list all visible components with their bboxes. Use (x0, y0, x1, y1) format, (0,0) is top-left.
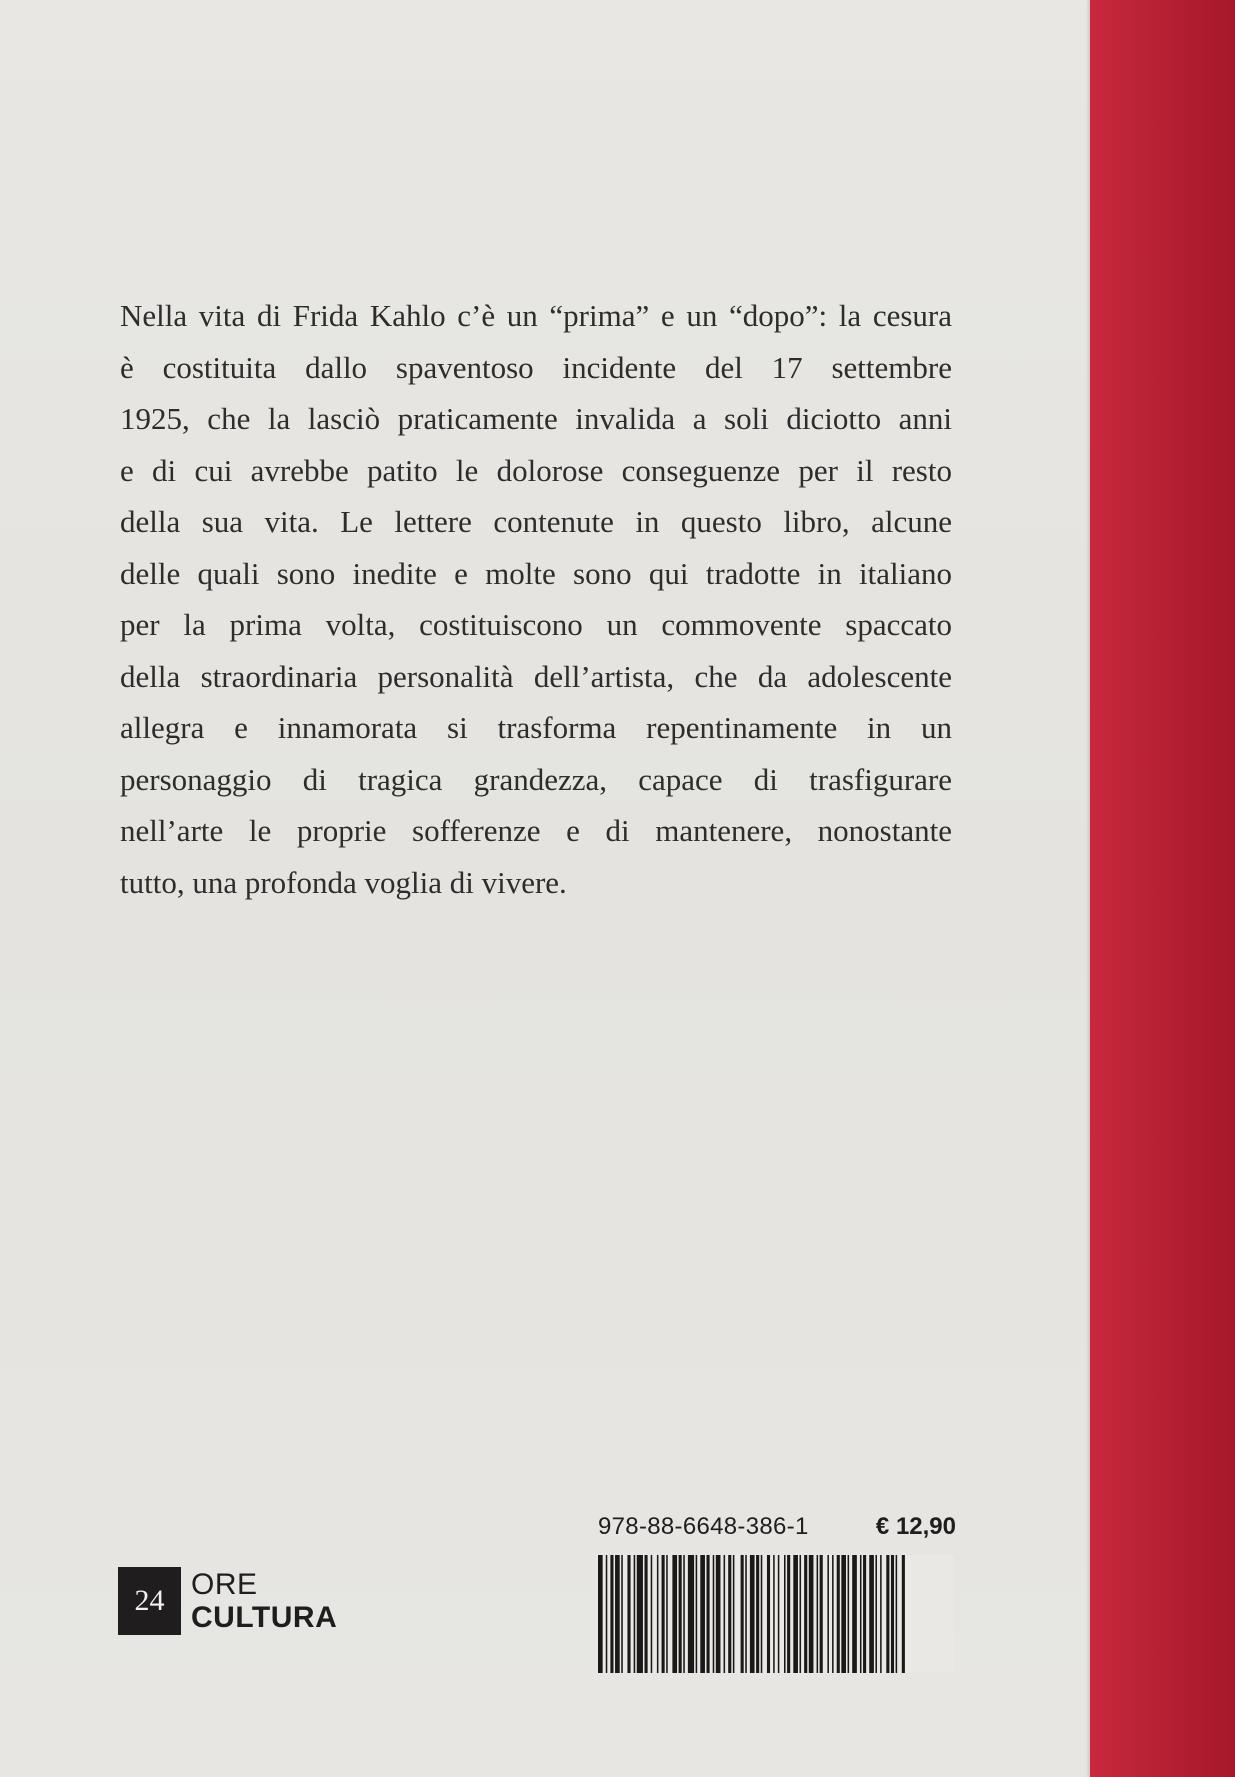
barcode-bar (891, 1555, 894, 1673)
barcode-bar (672, 1555, 677, 1673)
barcode-bar (728, 1555, 731, 1673)
blurb-line: della straordinaria personalità dell’artista, che da adolescente (120, 658, 952, 694)
barcode-bar (804, 1555, 807, 1673)
blurb-line: della sua vita. Le lettere contenute in questo libro, alcune (120, 504, 952, 539)
logo-number-box: 24 (118, 1567, 181, 1635)
blurb-line: allegra e innamorata si trasforma repentinamente in un (120, 710, 952, 745)
blurb-line: per la prima volta, costituiscono un commovente spaccato (120, 607, 952, 642)
barcode-bar (817, 1555, 819, 1673)
barcode-bar (809, 1555, 814, 1673)
blurb-line: Nella vita di Frida Kahlo c’è un “prima” e un “dopo”: la cesura (120, 298, 952, 333)
blurb-line: è costituita dallo spaventoso incidente del 17 settembre (120, 349, 952, 385)
barcode-bar (634, 1555, 636, 1673)
barcode-bar (778, 1555, 780, 1673)
barcode-bar (756, 1555, 759, 1673)
logo-line-ore: ORE (191, 1568, 258, 1601)
barcode-bar (880, 1555, 882, 1673)
barcode-bar (863, 1555, 866, 1673)
barcode-bar (615, 1555, 620, 1673)
barcode-bar (688, 1555, 694, 1673)
publisher-logo (118, 1567, 337, 1635)
barcode-bar (767, 1555, 770, 1673)
barcode-bar (700, 1555, 705, 1673)
blurb-line: e di cui avrebbe patito le dolorose conseguenze per il resto (120, 452, 952, 488)
barcode-bar (745, 1555, 747, 1673)
barcode-bar (827, 1555, 829, 1673)
barcode-bar (637, 1555, 643, 1673)
barcode-bar (750, 1555, 755, 1673)
barcode-bar (837, 1555, 840, 1673)
barcode-bar (610, 1555, 613, 1673)
isbn-number: 978-88-6648-386-1 (598, 1513, 809, 1540)
blurb-line: delle quali sono inedite e molte sono qui tradotte in italiano (120, 555, 952, 591)
barcode-bar (902, 1555, 905, 1673)
barcode-bar (860, 1555, 862, 1673)
barcode-bar (696, 1555, 698, 1673)
barcode-bar (852, 1555, 857, 1673)
logo-line-cultura: CULTURA (191, 1601, 338, 1634)
barcode-bar (741, 1555, 744, 1673)
barcode-bar (627, 1555, 630, 1673)
red-spine-band (1090, 0, 1235, 1777)
barcode-bar (733, 1555, 735, 1673)
barcode-bar (886, 1555, 889, 1673)
barcode-bar (875, 1555, 877, 1673)
price-label: € 12,90 (875, 1513, 956, 1540)
blurb-line: personaggio di tragica grandezza, capace di trasfigurare (120, 761, 952, 797)
barcode-bar (657, 1555, 659, 1673)
blurb-line: nell’arte le proprie sofferenze e di mantenere, nonostante (120, 813, 952, 848)
barcode-bar (598, 1555, 603, 1673)
logo-wordmark (191, 1568, 337, 1634)
barcode-bar (761, 1555, 763, 1673)
barcode-bar (773, 1555, 775, 1673)
barcode-bar (832, 1555, 834, 1673)
barcode-bar (793, 1555, 798, 1673)
barcode-bar (869, 1555, 874, 1673)
barcode-bar (662, 1555, 665, 1673)
barcode-bar (848, 1555, 850, 1673)
barcode-bar (645, 1555, 648, 1673)
barcode-bar (716, 1555, 721, 1673)
barcode-bar (820, 1555, 823, 1673)
blurb-line: tutto, una profonda voglia di vivere. (120, 864, 567, 900)
barcode-bar (713, 1555, 715, 1673)
barcode-bar (621, 1555, 623, 1673)
barcode-bar (606, 1555, 608, 1673)
blurb-line: 1925, che la lasciò praticamente invalida a soli diciotto anni (120, 401, 952, 436)
blurb-text (120, 290, 952, 908)
barcode-bar (724, 1555, 726, 1673)
barcode-bars-icon (596, 1555, 954, 1673)
barcode-bar (707, 1555, 710, 1673)
barcode-bar (666, 1555, 668, 1673)
barcode-bar (787, 1555, 790, 1673)
barcode-bar (896, 1555, 898, 1673)
barcode-bar (784, 1555, 786, 1673)
barcode-bar (800, 1555, 802, 1673)
barcode (596, 1555, 954, 1673)
isbn-price-row (598, 1513, 956, 1549)
barcode-bar (651, 1555, 653, 1673)
barcode-bar (679, 1555, 682, 1673)
barcode-bar (841, 1555, 846, 1673)
barcode-bar (683, 1555, 685, 1673)
